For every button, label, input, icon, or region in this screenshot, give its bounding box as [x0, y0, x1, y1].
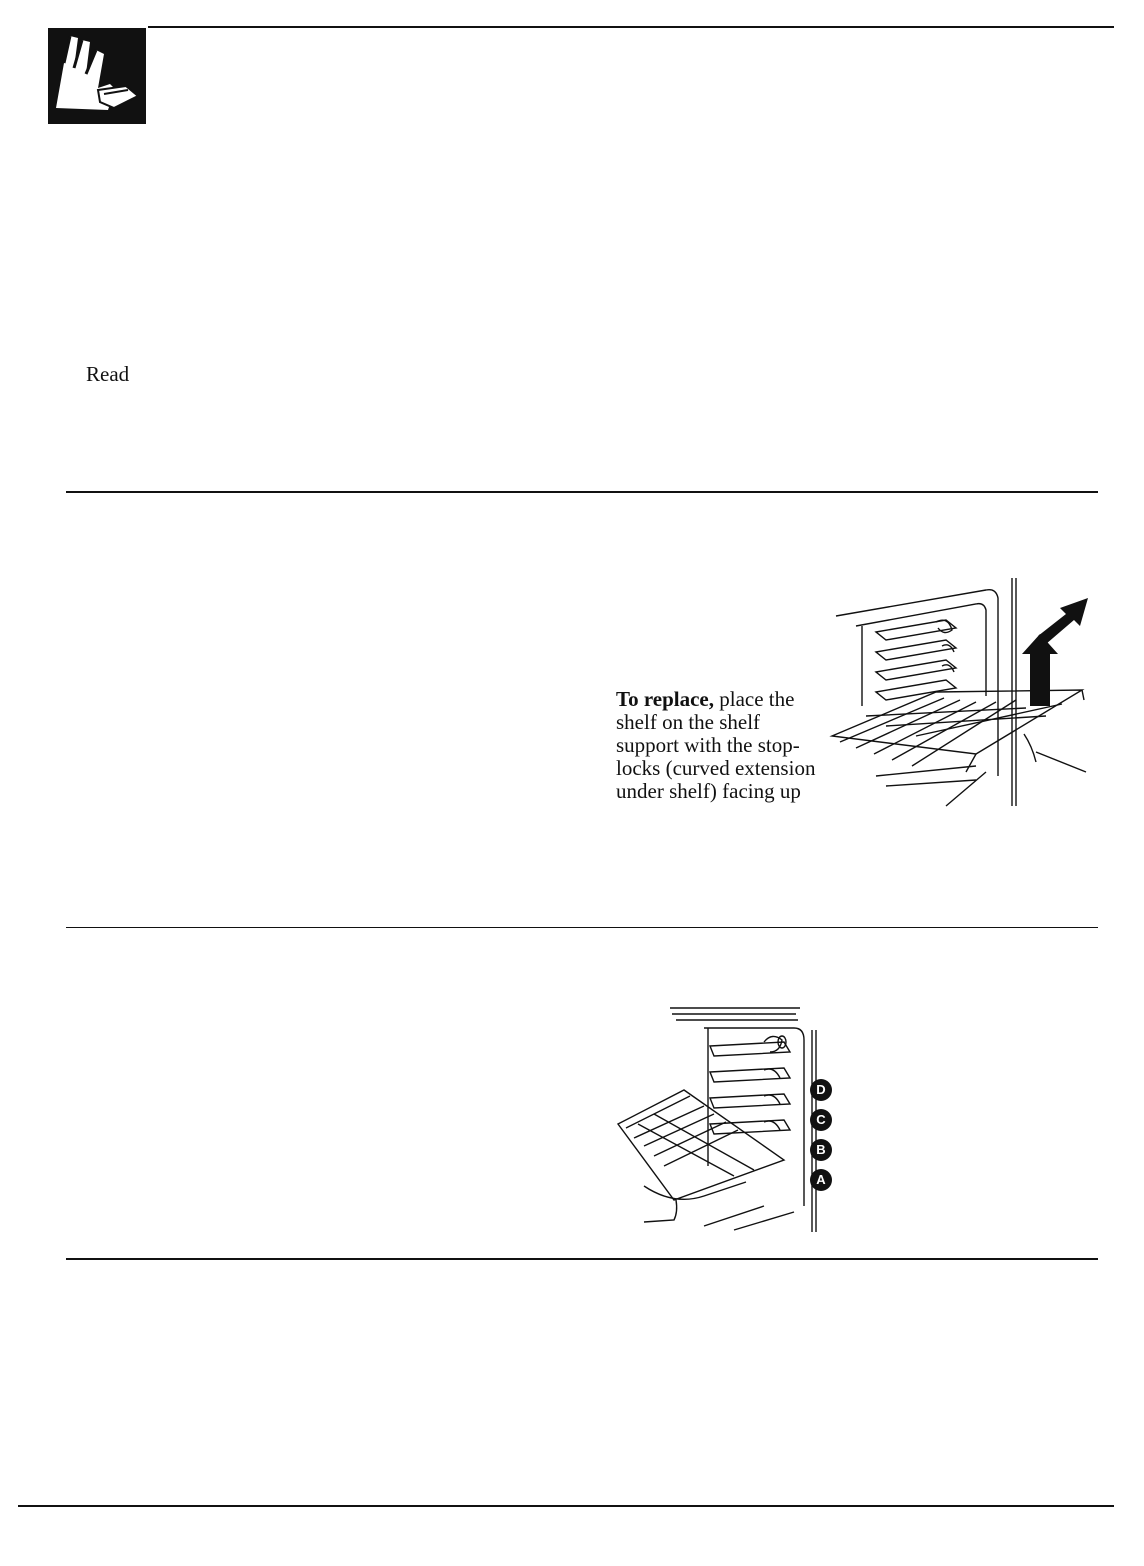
replace-bold-lead: To replace, — [616, 687, 714, 711]
section-divider-3 — [66, 1258, 1098, 1260]
shelf-position-b-badge: B — [810, 1139, 832, 1161]
replace-line-4: locks (curved extension — [616, 756, 816, 780]
shelf-positions-illustration — [614, 1006, 824, 1232]
shelf-removal-illustration — [826, 576, 1096, 806]
shelf-position-a-badge: A — [810, 1169, 832, 1191]
hand-pressing-button-icon — [48, 28, 146, 124]
header-icon-block — [48, 28, 146, 124]
top-rule — [148, 26, 1114, 28]
shelf-position-d-badge: D — [810, 1079, 832, 1101]
bottom-rule — [18, 1505, 1114, 1507]
replace-line-1: place the — [714, 687, 795, 711]
replace-instruction — [616, 687, 846, 803]
section-divider-2 — [66, 927, 1098, 928]
replace-line-2: shelf on the shelf — [616, 710, 761, 734]
read-word: Read — [86, 362, 130, 386]
shelf-position-c-badge: C — [810, 1109, 832, 1131]
replace-line-3: support with the stop- — [616, 733, 800, 757]
replace-line-5: under shelf) facing up — [616, 779, 801, 803]
section-divider-1 — [66, 491, 1098, 493]
